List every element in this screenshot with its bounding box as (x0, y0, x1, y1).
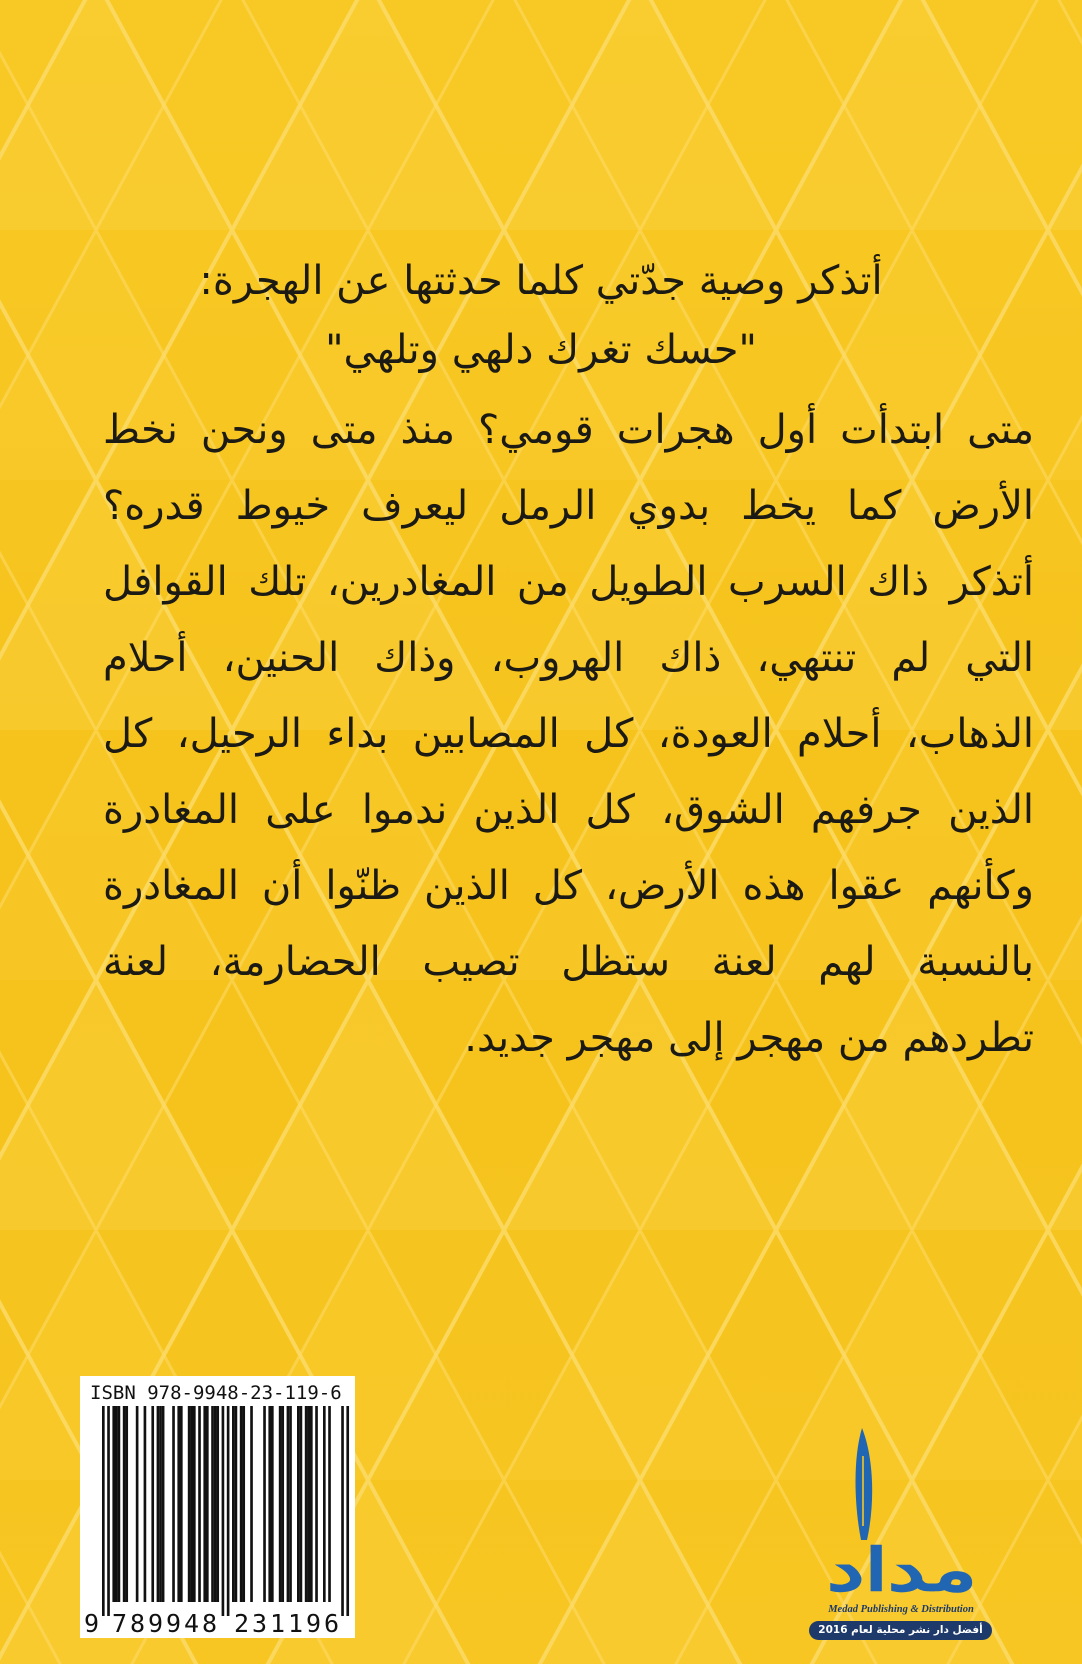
barcode-bar (214, 1406, 217, 1602)
barcode-bar (203, 1406, 206, 1602)
barcode-bar (328, 1406, 331, 1602)
body-line-text: التي لم تنتهي، ذاك الهروب، وذاك الحنين، أحلام (103, 635, 1034, 681)
barcode-bar (307, 1406, 310, 1602)
barcode-bar (305, 1406, 308, 1602)
award-text: أفضل دار نشر محلية لعام 2016 (818, 1624, 983, 1636)
barcode-bar (289, 1406, 292, 1602)
barcode-bar (242, 1406, 245, 1602)
barcode-bar (118, 1406, 121, 1602)
barcode-bar (300, 1406, 303, 1602)
barcode-bar (151, 1406, 154, 1602)
quill-icon (856, 1428, 873, 1540)
barcode-bar (125, 1406, 128, 1602)
barcode-bar (235, 1406, 238, 1602)
barcode-bar (198, 1406, 201, 1602)
barcode-bar (159, 1406, 162, 1602)
logo-wordmark: مداد (827, 1537, 977, 1602)
barcode-guard-bar (341, 1406, 344, 1616)
body-line-text: الأرض كما يخط بدوي الرمل ليعرف خيوط قدره؟ (103, 483, 1034, 529)
barcode-bar (240, 1406, 243, 1602)
body-line-text: تطردهم من مهجر إلى مهجر جديد. (464, 1015, 1034, 1061)
isbn-label: ISBN 978-9948-23-119-6 (90, 1382, 342, 1404)
barcode-guard-bar (346, 1406, 349, 1616)
barcode-bar (211, 1406, 214, 1602)
barcode-bar (188, 1406, 191, 1602)
body-line (103, 620, 1034, 696)
barcode-bars (102, 1406, 349, 1616)
barcode-bar (112, 1406, 115, 1602)
barcode-bar (162, 1406, 165, 1602)
barcode-bar (157, 1406, 160, 1602)
barcode-bar (144, 1406, 147, 1602)
barcode-digit-first: 9 (84, 1609, 100, 1638)
body-line-text: متى ابتدأت أول هجرات قومي؟ منذ متى ونحن نخط (103, 407, 1034, 453)
body-line (103, 544, 1034, 620)
body-line-text: وكأنهم عقوا هذه الأرض، كل الذين ظنّوا أن المغادرة (103, 863, 1034, 909)
barcode-digits-left: 789948 (112, 1609, 217, 1638)
barcode-graphic (80, 1376, 355, 1638)
barcode-guard-bar (107, 1406, 110, 1616)
barcode-bar (190, 1406, 193, 1602)
body-line (103, 392, 1034, 468)
barcode-bar (180, 1406, 183, 1602)
body-line-text: الذين جرفهم الشوق، كل الذين ندموا على المغادرة (103, 787, 1034, 833)
body-line-text: أتذكر ذاك السرب الطويل من المغادرين، تلك القوافل (103, 559, 1034, 605)
body-line-last (103, 1000, 1034, 1076)
quote-intro: أتذكر وصية جدّتي كلما حدثتها عن الهجرة: (199, 258, 883, 304)
barcode-guard-bar (102, 1406, 105, 1616)
barcode-guard-bar (227, 1406, 230, 1616)
publisher-logo (806, 1426, 996, 1602)
body-text (103, 392, 1034, 1076)
barcode-bar (115, 1406, 118, 1602)
body-line (103, 848, 1034, 924)
barcode-bar (250, 1406, 253, 1602)
barcode-bar (263, 1406, 266, 1602)
barcode-bar (281, 1406, 284, 1602)
barcode-bar (172, 1406, 175, 1602)
body-line (103, 468, 1034, 544)
publisher-name: Medad Publishing & Distribution (828, 1604, 974, 1615)
barcode-bar (323, 1406, 326, 1602)
barcode-bar (297, 1406, 300, 1602)
quote-saying: "حسك تغرك دلهي وتلهي" (325, 327, 757, 373)
barcode-bar (232, 1406, 235, 1602)
barcode-bar (315, 1406, 318, 1602)
barcode-bar (123, 1406, 126, 1602)
body-line (103, 924, 1034, 1000)
barcode-bar (216, 1406, 219, 1602)
barcode-bar (279, 1406, 282, 1602)
barcode-bar (287, 1406, 290, 1602)
barcode-bar (268, 1406, 271, 1602)
award-badge (809, 1621, 992, 1640)
body-line-text: بالنسبة لهم لعنة ستظل تصيب الحضارمة، لعنة (103, 939, 1034, 985)
body-line-text: الذهاب، أحلام العودة، كل المصابين بداء الرحيل، كل (103, 711, 1034, 757)
barcode-bar (136, 1406, 139, 1602)
body-line (103, 696, 1034, 772)
isbn-barcode (80, 1376, 355, 1638)
barcode-guard-bar (222, 1406, 225, 1616)
barcode-bar (193, 1406, 196, 1602)
barcode-digits-right: 231196 (234, 1609, 339, 1638)
body-line (103, 772, 1034, 848)
barcode-bar (177, 1406, 180, 1602)
barcode-bar (206, 1406, 209, 1602)
barcode-bar (271, 1406, 274, 1602)
barcode-bar (310, 1406, 313, 1602)
